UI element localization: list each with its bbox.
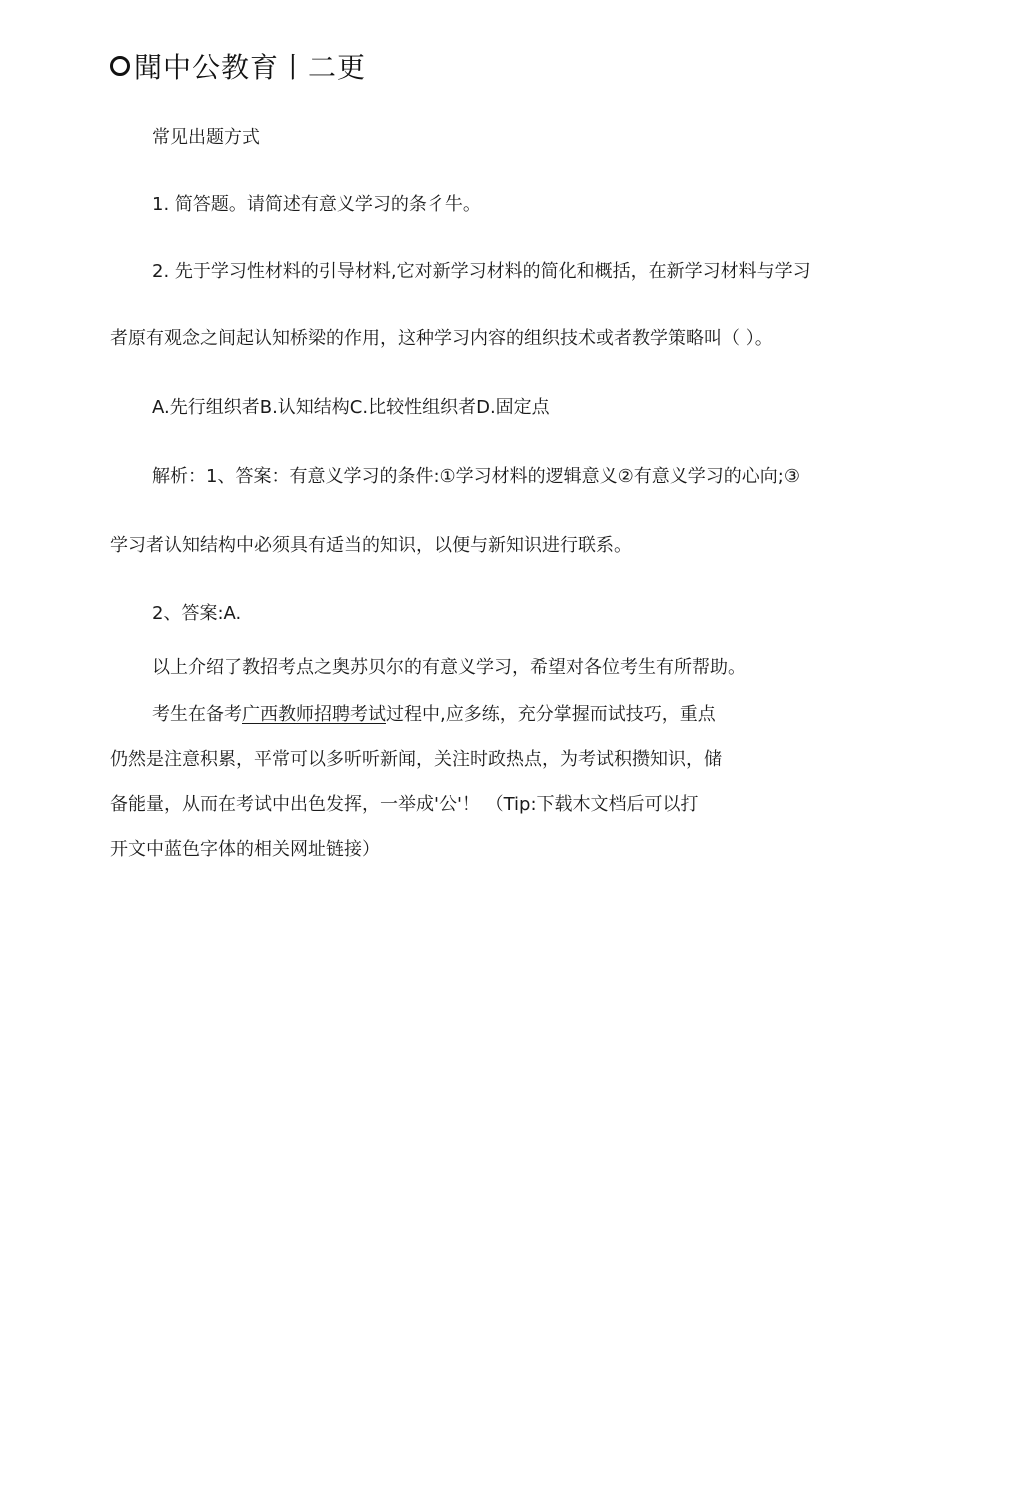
brand-header bbox=[110, 46, 366, 86]
question-1: 1. 简答题。请简述有意义学习的条彳牛。 bbox=[152, 194, 481, 215]
closing-prefix: 考生在备考 bbox=[152, 704, 242, 725]
closing-paragraph-line-3: 备能量，从而在考试中出色发挥，一举成'公'！ （Tip:下载木文档后可以打 bbox=[110, 794, 699, 815]
closing-suffix: 过程中,应多练，充分掌握而试技巧，重点 bbox=[386, 704, 716, 725]
circle-logo-icon bbox=[110, 56, 130, 76]
analysis-answer-2: 2、答案:A. bbox=[152, 603, 242, 624]
exam-link[interactable]: 广西教师招聘考试 bbox=[242, 704, 386, 725]
question-2-line-1: 2. 先于学习性材料的引导材料,它对新学习材料的简化和概括，在新学习材料与学习 bbox=[152, 261, 811, 282]
section-title: 常见出题方式 bbox=[152, 127, 260, 148]
brand-name: 聞中公教育丨二更 bbox=[134, 51, 367, 84]
closing-paragraph-line-1 bbox=[152, 703, 716, 727]
question-2-options: A.先行组织者B.认知结构C.比较性组织者D.固定点 bbox=[152, 397, 550, 418]
question-2-line-2: 者原有观念之间起认知桥梁的作用，这种学习内容的组织技术或者教学策略叫（ ）。 bbox=[110, 328, 773, 349]
analysis-answer-1-line-2: 学习者认知结构中必须具有适当的知识，以便与新知识进行联系。 bbox=[110, 535, 632, 556]
closing-summary: 以上介绍了教招考点之奥苏贝尔的有意义学习，希望对各位考生有所帮助。 bbox=[152, 657, 746, 678]
closing-paragraph-line-2: 仍然是注意积累，平常可以多听听新闻，关注时政热点，为考试积攒知识，储 bbox=[110, 749, 722, 770]
closing-paragraph-line-4: 开文中蓝色字体的相关网址链接） bbox=[110, 839, 380, 860]
analysis-answer-1-line-1: 解析：1、答案：有意义学习的条件:①学习材料的逻辑意义②有意义学习的心向;③ bbox=[152, 466, 800, 487]
